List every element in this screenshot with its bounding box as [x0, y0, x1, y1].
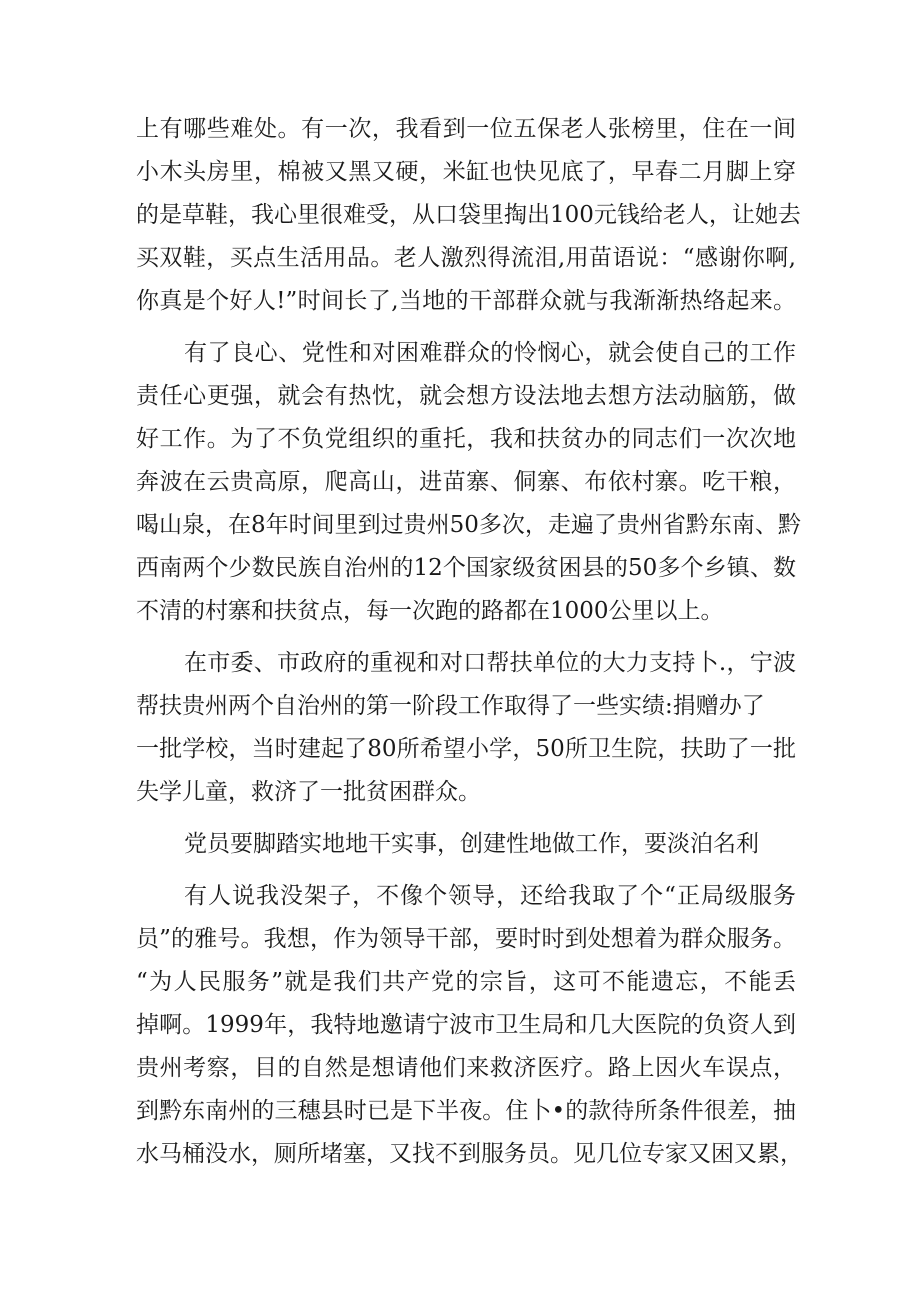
- text-line: 买双鞋，买点生活用品。老人激烈得流泪,用苗语说：“感谢你啊,: [136, 245, 796, 271]
- text-line: 好工作。为了不负党组织的重托，我和扶贫办的同志们一次次地: [136, 426, 796, 452]
- paragraph: [136, 332, 801, 633]
- text-line: 帮扶贵州两个自治州的第一阶段工作取得了一些实绩:捐赠办了: [136, 693, 765, 719]
- paragraph: [136, 108, 801, 323]
- text-line: “为人民服务”就是我们共产党的宗旨，这可不能遗忘，不能丢: [136, 969, 796, 995]
- body-text: [136, 108, 803, 1176]
- text-line: 一批学校，当时建起了80所希望小学，50所卫生院，扶助了一批: [136, 736, 796, 762]
- text-line: 上有哪些难处。有一次，我看到一位五保老人张榜里，住在一间: [136, 116, 796, 142]
- paragraph: [136, 642, 796, 814]
- text-line: 小木头房里，棉被又黑又硬，米缸也快见底了，早春二月脚上穿: [136, 159, 796, 185]
- section-heading: [136, 823, 796, 866]
- text-line: 喝山泉，在8年时间里到过贵州50多次，走遍了贵州省黔东南、黔: [136, 512, 801, 538]
- text-line: 在市委、市政府的重视和对口帮扶单位的大力支持卜.，宁波: [184, 650, 796, 676]
- text-line: 奔波在云贵高原，爬高山，进苗寨、侗寨、布依村寨。吃干粮，: [136, 469, 796, 495]
- text-line: 水马桶没水，厕所堵塞，又找不到服务员。见几位专家又困又累，: [136, 1141, 803, 1167]
- text-line: 西南两个少数民族自治州的12个国家级贫困县的50多个乡镇、数: [136, 555, 796, 581]
- text-line: 的是草鞋，我心里很难受，从口袋里掏出100元钱给老人，让她去: [136, 202, 801, 228]
- text-line: 掉啊。1999年，我特地邀请宁波市卫生局和几大医院的负资人到: [136, 1012, 796, 1038]
- text-line: 有了良心、党性和对困难群众的怜悯心，就会使自己的工作: [184, 340, 796, 366]
- text-line: 失学儿童，救济了一批贫困群众。: [136, 779, 481, 805]
- text-line: 不清的村寨和扶贫点，每一次跑的路都在1000公里以上。: [136, 598, 724, 624]
- paragraph: [136, 875, 803, 1176]
- heading-line: 党员要脚踏实地地干实事，创建性地做工作，要淡泊名利: [184, 831, 759, 857]
- text-line: 有人说我没架子，不像个领导，还给我取了个“正局级服务: [184, 883, 796, 909]
- text-line: 你真是个好人!”时间长了,当地的干部群众就与我渐渐热络起来。: [136, 288, 796, 314]
- text-line: 贵州考察，目的自然是想请他们来救济医疗。路上因火车误点，: [136, 1055, 796, 1081]
- text-line: 员”的雅号。我想，作为领导干部，要时时到处想着为群众服务。: [136, 926, 796, 952]
- text-line: 到黔东南州的三穗县时已是下半夜。住卜•的款待所条件很差，抽: [136, 1098, 796, 1124]
- text-line: 责任心更强，就会有热忱，就会想方设法地去想方法动脑筋，做: [136, 383, 796, 409]
